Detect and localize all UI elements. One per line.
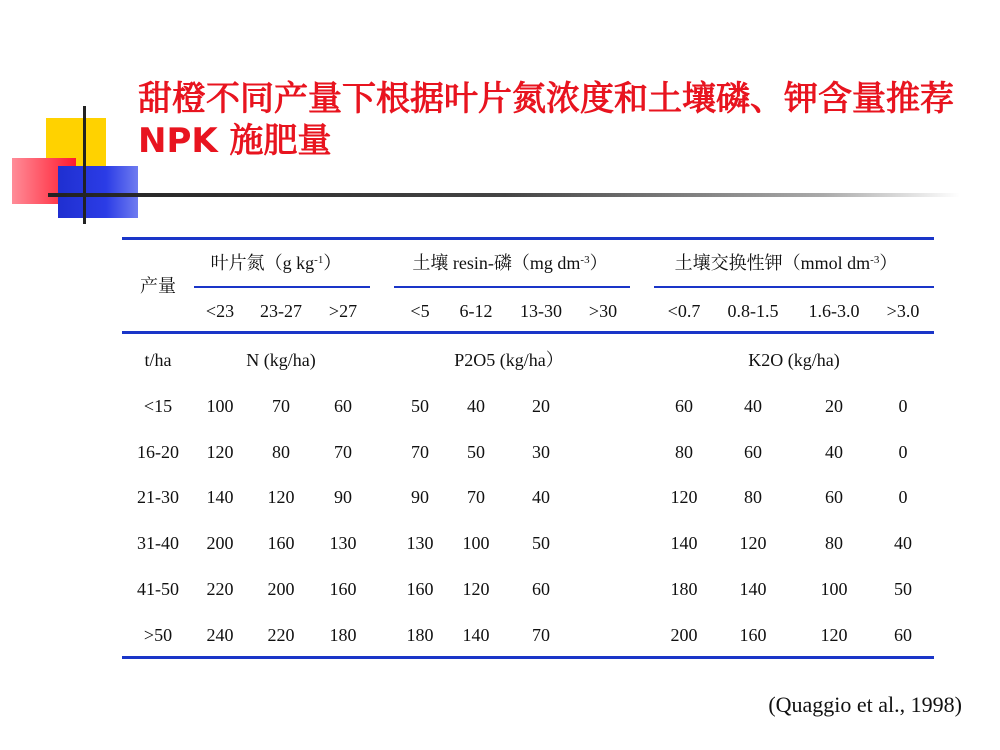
p-cell: 20: [532, 396, 550, 416]
n-cell: 80: [272, 442, 290, 462]
n-range: 23-27: [260, 301, 302, 321]
p-cell: 140: [462, 625, 490, 645]
yield-header: 产量: [140, 276, 176, 296]
p-range: 6-12: [459, 301, 493, 321]
n-cell: 160: [267, 533, 295, 553]
p-cell: 120: [462, 579, 490, 599]
k-cell: 120: [670, 487, 698, 507]
n-cell: 240: [206, 625, 234, 645]
k-range: 1.6-3.0: [808, 301, 860, 321]
slide-title: 甜橙不同产量下根据叶片氮浓度和土壤磷、钾含量推荐 NPK 施肥量: [138, 79, 954, 161]
n-cell: 180: [329, 625, 357, 645]
n-cell: 70: [272, 396, 290, 416]
n-group-underline: [194, 286, 370, 288]
k-cell: 120: [820, 625, 848, 645]
p-cell: 40: [467, 396, 485, 416]
n-cell: 200: [206, 533, 234, 553]
yield-cell: <15: [143, 396, 173, 416]
n-cell: 130: [329, 533, 357, 553]
n-cell: 120: [206, 442, 234, 462]
n-group-header: 叶片氮（g $kg^{-1}$）: [210, 253, 342, 273]
k-cell: 180: [670, 579, 698, 599]
p-range: <5: [410, 301, 430, 321]
k-cell: 200: [670, 625, 698, 645]
n-cell: 220: [206, 579, 234, 599]
k-cell: 0: [898, 396, 908, 416]
p-cell: 180: [406, 625, 434, 645]
n-cell: 120: [267, 487, 295, 507]
p-group-underline: [394, 286, 630, 288]
k-cell: 40: [894, 533, 912, 553]
k-cell: 50: [894, 579, 912, 599]
k-cell: 140: [739, 579, 767, 599]
k-unit: K2O (kg/ha): [748, 350, 840, 370]
p-cell: 70: [532, 625, 550, 645]
k-cell: 80: [675, 442, 693, 462]
k-group-underline: [654, 286, 934, 288]
k-range: >3.0: [886, 301, 920, 321]
p-cell: 130: [406, 533, 434, 553]
p-cell: 30: [532, 442, 550, 462]
n-cell: 200: [267, 579, 295, 599]
p-cell: 90: [411, 487, 429, 507]
k-cell: 40: [744, 396, 762, 416]
k-cell: 60: [894, 625, 912, 645]
k-cell: 20: [825, 396, 843, 416]
p-cell: 60: [532, 579, 550, 599]
p-cell: 50: [411, 396, 429, 416]
k-cell: 120: [739, 533, 767, 553]
table-top-rule: [122, 237, 934, 240]
n-cell: 90: [334, 487, 352, 507]
table-bottom-rule: [122, 656, 934, 659]
yield-cell: 21-30: [137, 487, 179, 507]
k-cell: 60: [744, 442, 762, 462]
decor-blue-square: [58, 166, 138, 218]
n-cell: 160: [329, 579, 357, 599]
k-cell: 40: [825, 442, 843, 462]
k-cell: 80: [825, 533, 843, 553]
k-range: <0.7: [667, 301, 701, 321]
yield-cell: 16-20: [137, 442, 179, 462]
p-group-header: 土壤 resin-磷（mg $dm^{-3}$）: [412, 253, 608, 273]
p-cell: 70: [467, 487, 485, 507]
p-range: 13-30: [520, 301, 562, 321]
k-cell: 0: [898, 442, 908, 462]
p-cell: 70: [411, 442, 429, 462]
k-cell: 60: [675, 396, 693, 416]
n-range: >27: [328, 301, 358, 321]
k-range: 0.8-1.5: [727, 301, 779, 321]
k-cell: 0: [898, 487, 908, 507]
yield-cell: 31-40: [137, 533, 179, 553]
n-cell: 70: [334, 442, 352, 462]
p-unit: P2O5 (kg/ha）: [454, 350, 564, 370]
citation: (Quaggio et al., 1998): [768, 692, 962, 717]
p-cell: 50: [532, 533, 550, 553]
p-cell: 50: [467, 442, 485, 462]
p-range: >30: [588, 301, 618, 321]
k-group-header: 土壤交换性钾（mmol $dm^{-3}$）: [674, 253, 898, 273]
n-range: <23: [205, 301, 235, 321]
k-cell: 100: [820, 579, 848, 599]
yield-cell: 41-50: [137, 579, 179, 599]
p-cell: 40: [532, 487, 550, 507]
k-cell: 160: [739, 625, 767, 645]
n-cell: 60: [334, 396, 352, 416]
n-cell: 140: [206, 487, 234, 507]
p-cell: 100: [462, 533, 490, 553]
decor-horizontal-line: [48, 193, 960, 197]
header-bottom-rule: [122, 331, 934, 334]
yield-unit: t/ha: [144, 350, 172, 370]
k-cell: 60: [825, 487, 843, 507]
p-cell: 160: [406, 579, 434, 599]
k-cell: 80: [744, 487, 762, 507]
n-unit: N (kg/ha): [246, 350, 316, 370]
k-cell: 140: [670, 533, 698, 553]
n-cell: 100: [206, 396, 234, 416]
decor-vertical-line: [83, 106, 86, 224]
n-cell: 220: [267, 625, 295, 645]
yield-cell: >50: [143, 625, 173, 645]
